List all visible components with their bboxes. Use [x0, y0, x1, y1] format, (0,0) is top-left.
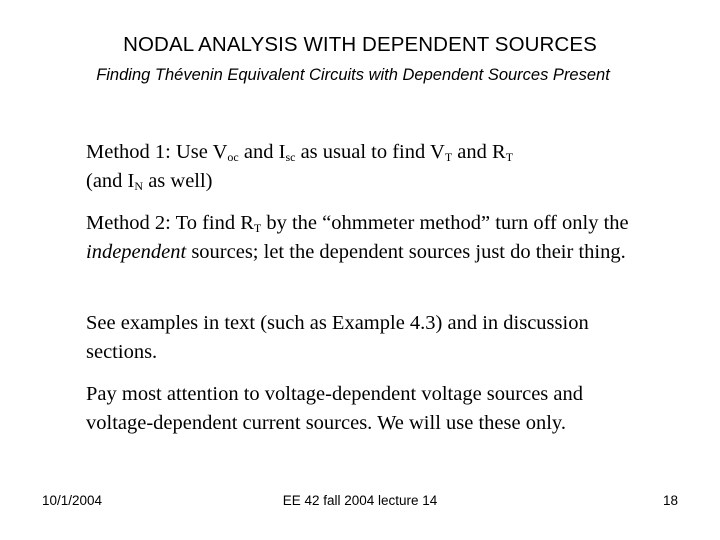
- footer-page-number: 18: [662, 493, 678, 508]
- method-1-text-4: and R: [452, 141, 506, 163]
- method-1-text-1: Method 1: Use V: [86, 141, 228, 163]
- slide-title: NODAL ANALYSIS WITH DEPENDENT SOURCES: [123, 33, 597, 56]
- method-1-text-3: as usual to find V: [295, 141, 445, 163]
- method-2-text-3: sources; let the dependent sources just do their thing.: [186, 241, 626, 263]
- method-1-sub-oc: oc: [227, 150, 239, 164]
- slide-subtitle: Finding Thévenin Equivalent Circuits with Dependent Sources Present: [96, 66, 610, 84]
- method-2-text-1: Method 2: To find R: [86, 212, 254, 234]
- method-1-sub-sc: sc: [285, 150, 296, 164]
- method-2-sub-rt: T: [253, 221, 262, 235]
- method-1-text-2: and I: [238, 141, 286, 163]
- method-1-line2-a: (and I: [86, 170, 135, 192]
- footer-course: EE 42 fall 2004 lecture 14: [282, 493, 438, 508]
- method-2-paragraph: [86, 209, 646, 267]
- method-1-line2-b: as well): [143, 170, 213, 192]
- method-2-emphasis: independent: [86, 241, 187, 263]
- footer-date: 10/1/2004: [42, 493, 103, 508]
- method-1-sub-rt: T: [505, 150, 514, 164]
- method-2-text-2: by the “ohmmeter method” turn off only the: [261, 212, 629, 234]
- method-1-paragraph: [86, 138, 646, 196]
- attention-paragraph: Pay most attention to voltage-dependent voltage sources and voltage-dependent current sources. We will use these only.: [86, 383, 583, 434]
- method-1-sub-in: N: [134, 179, 144, 193]
- method-1-sub-vt: T: [444, 150, 453, 164]
- examples-paragraph: See examples in text (such as Example 4.3) and in discussion sections.: [86, 312, 589, 363]
